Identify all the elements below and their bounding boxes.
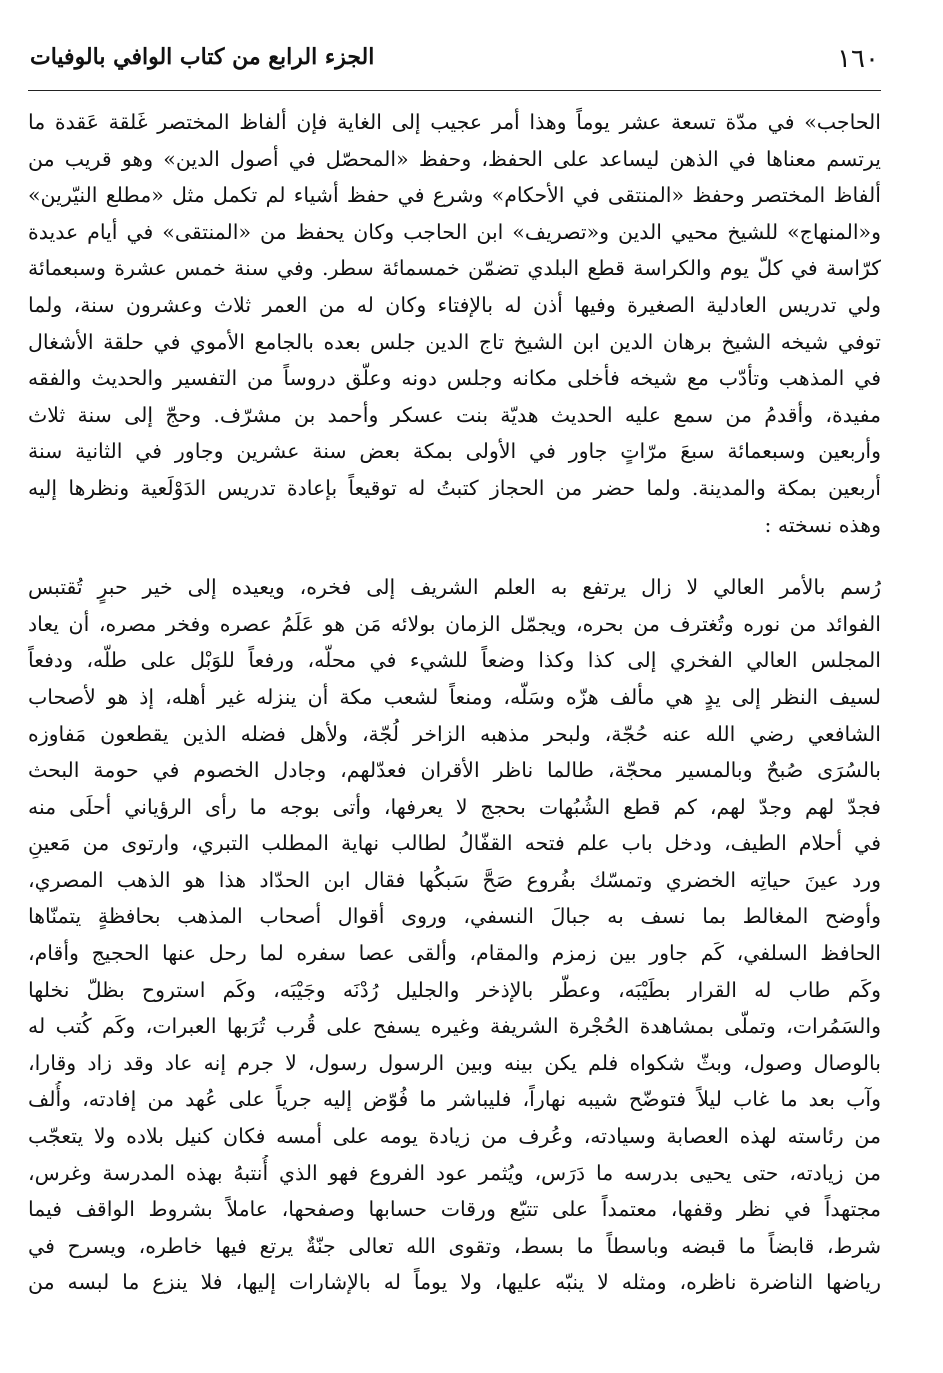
text-line: شرط، قابضاً ما قبضه وباسطاً ما بسط، وتقوى الله تعالى جنّةٌ يرتع فيها خاطره، ويسرح في (28, 1233, 881, 1258)
body-text (28, 104, 881, 1301)
page-header (28, 28, 881, 90)
text-line: بالوصال وصول، وبثّ شكواه فلم يكن بينه وبين الرسول رسول، لا جرم إنه عاد وقد زاد وقارا، (28, 1050, 881, 1075)
text-line: مفيدة، وأقدمُ من سمع عليه الحديث هديّة بنت عسكر وأحمد بن مشرّف. وحجّ إلى سنة ثلاث (28, 402, 881, 427)
text-line: في أحلام الطيف، ودخل باب علم فتحه القفّالُ لطالب نهاية المطلب التبري، وارتوى من مَعينِ (28, 831, 881, 856)
paragraph-spacer (28, 543, 881, 569)
text-line: ولي تدريس العادلية الصغيرة وفيها أذن له بالإفتاء وكان له من العمر ثلاث وعشرون سنة، ولما (28, 292, 881, 317)
text-line: ألفاظ المختصر وحفظ «المنتقى في الأحكام» وشرع في حفظ أشياء لم تكمل مثل «مطلع النيّرين» (28, 183, 881, 208)
text-line: الحافظ السلفي، كَم جاور بين زمزم والمقام، وألقى عصا سفره لما رحل عنها الحجيج وأقام، (28, 941, 881, 966)
text-line: من رئاسته لهذه العصابة وسيادته، وعُرف من زيادة يومه على أمسه فكان كنيل بلاده ولا يتعجّب (28, 1124, 881, 1149)
text-line: رياضها الناضرة ناظره، ومثله لا ينبّه عليها، ولا يوماً له بالإشارات إليها، فلا ينزع ما لبسه من (28, 1270, 881, 1295)
text-line: يرتسم معناها في الذهن ليساعد على الحفظ، وحفظ «المحصّل في أصول الدين» وهو قريب من (28, 146, 881, 171)
text-line: في المذهب وتأدّب مع شيخه فأخلى مكانه وجلس دونه وعلّق دروساً من التفسير والحديث والفقه (28, 366, 881, 391)
text-line: أربعين بمكة والمدينة. ولما حضر من الحجاز كتبتُ له توقيعاً بإعادة تدريس الدَوْلَعية ونظرها إليه (28, 475, 881, 500)
text-line: من زيادته، حتى يحيى بدرسه ما دَرَس، ويُثمر عود الفروع فهو الذي أُنتبهُ بهذه المدرسة وغرس، (28, 1160, 881, 1185)
text-line: الشافعي رضي الله عنه حُجّة، ولبحر مذهبه الزاخر لُجّة، ولأهل فضله الذين يقطعون مَفاوزه (28, 721, 881, 746)
text-line: وكَم طاب له القرار بطَيْبَه، وعطّر بالإذخر والجليل رُدْنَه وجَيْبَه، وكَم استروح بظلّ نخلها (28, 977, 881, 1002)
text-line: وآب بعد ما غاب ليلاً فتوضّح شيبه نهاراً، فليباشر ما فُوّض إليه جرياً على عُهد من إفادته، وأُلف (28, 1087, 881, 1112)
paragraph-biography (28, 104, 881, 543)
text-line: والسَمُرات، وتملّى بمشاهدة الحُجْرة الشريفة وغيره يسفح على قُرب تُرَبها العبرات، وكَم كُتب له (28, 1014, 881, 1039)
text-line: و«المنهاج» للشيخ محيي الدين و«تصريف» ابن الحاجب وكان يحفظ من «المنتقى» في أيام عديدة (28, 219, 881, 244)
text-line: الفوائد من نوره وتُغترف من بحره، ويجمّل الزمان بولائه مَن هو عَلَمُ عصره وفخر مصره، أن يعاد (28, 611, 881, 636)
text-line: ورد عينَ حياتِه الخضري وتمسّك بفُروع صَحَّ سَبكُها فقال ابن الحدّاد هذا هو الذهب المصري، (28, 867, 881, 892)
running-title: الجزء الرابع من كتاب الوافي بالوفيات (30, 44, 375, 70)
text-line: كرّاسة في كلّ يوم والكراسة قطع البلدي تضمّن خمسمائة سطر. وفي سنة خمس عشرة وسبعمائة (28, 256, 881, 281)
header-divider (28, 90, 881, 91)
paragraph-decree (28, 569, 881, 1301)
text-line: وأوضح المغالط بما نسف به جبالَ النسفي، وروى أقوال أصحاب المذهب بحافظةٍ يتمنّاها (28, 904, 881, 929)
text-line: وهذه نسخته : (764, 512, 881, 537)
text-line: رُسم بالأمر العالي لا زال يرتفع به العلم الشريف إلى فخره، ويعيده إلى خير حبرٍ تُقتبس (28, 575, 881, 600)
text-line: وأربعين وسبعمائة سبعَ مرّاتٍ جاور في الأولى بمكة بعض سنة عشرين وجاور في الثانية سنة (28, 439, 881, 464)
text-line: مجتهداً في نظر وقفها، معتمداً على تتبّع ورقات حسابها وصفحها، عاملاً بشروط الواقف فيما (28, 1197, 881, 1222)
text-line: لسيف النظر إلى يدٍ هي مألف هزّه وسَلّه، ومنعاً لشعب مكة أن ينزله غير أهله، إذ هو لأصحاب (28, 684, 881, 709)
text-line: توفي شيخه الشيخ برهان الدين ابن الشيخ تاج الدين جلس بعده بالجامع الأموي في حلقة الأشغال (28, 329, 881, 354)
text-line: فجدّ لهم وجدّ لهم، كم قطع الشُبُهات بحجج لا يعرفها، وأتى بوجه ما رأى الرؤياني أحلَى منه (28, 794, 881, 819)
page-number: ١٦٠ (837, 44, 879, 74)
text-line: المجلس العالي الفخري إلى كذا وكذا وضعاً للشيء في محلّه، ورفعاً للوَبْل على طلّه، ودفعاً (28, 648, 881, 673)
text-line: الحاجب» في مدّة تسعة عشر يوماً وهذا أمر عجيب إلى الغاية فإن ألفاظ المختصر غَلقة عَقدة ما (28, 110, 881, 134)
text-line: بالسُرَى صُبحٌ وبالمسير محجّة، طالما ناظر الأقران فعدّلهم، وجادل الخصوم في حومة البحث (28, 758, 881, 783)
